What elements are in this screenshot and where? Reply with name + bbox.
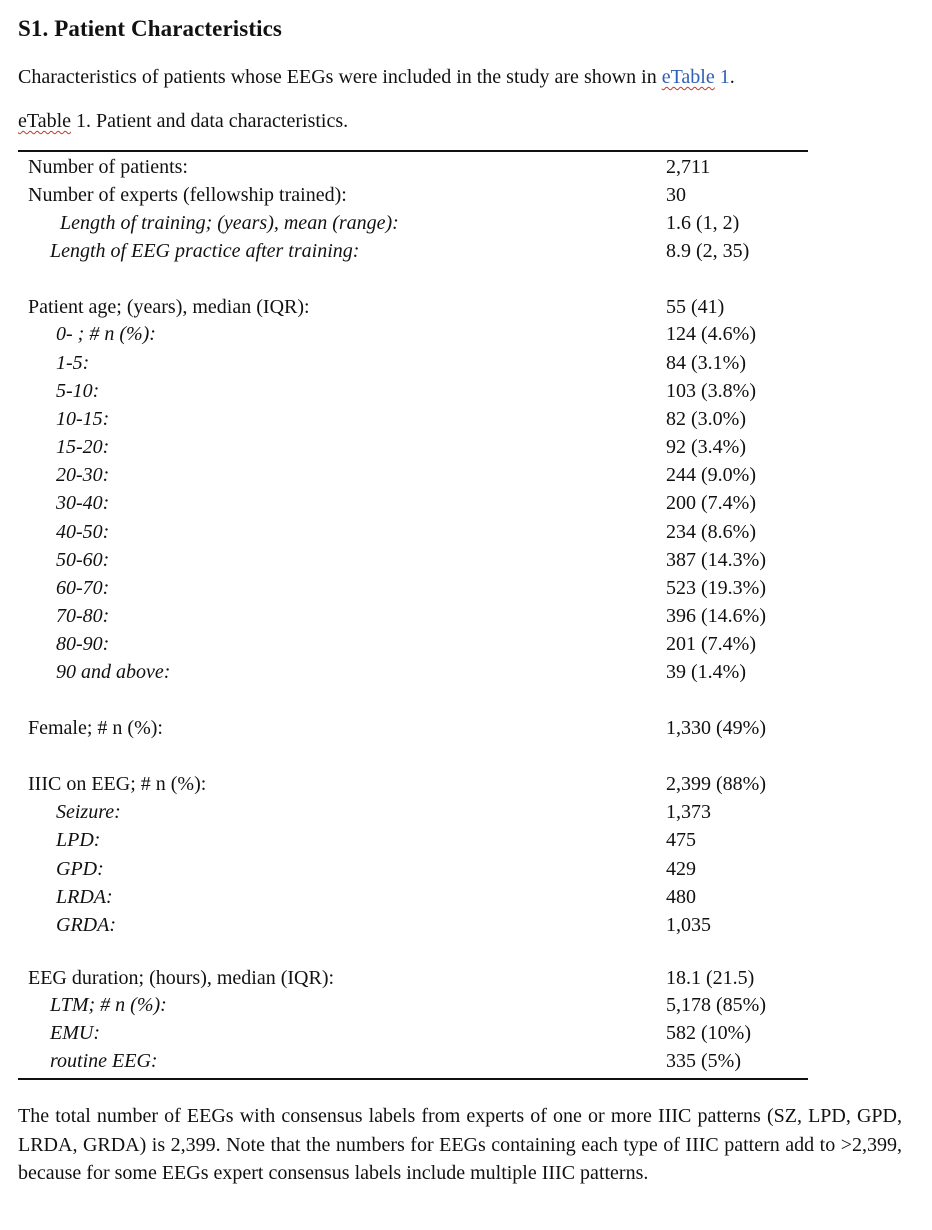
table-row xyxy=(18,1022,808,1050)
table-row xyxy=(18,156,808,184)
row-label: 5-10: xyxy=(56,380,100,402)
row-label: 10-15: xyxy=(56,408,110,430)
row-label: 20-30: xyxy=(56,464,110,486)
row-label: EEG duration; (hours), median (IQR): xyxy=(28,967,335,989)
table-row xyxy=(18,212,808,240)
row-label: 90 and above: xyxy=(56,661,171,683)
row-value: 429 xyxy=(666,858,696,880)
row-label: LTM; # n (%): xyxy=(50,994,167,1016)
table-row xyxy=(18,296,808,324)
row-label: Female; # n (%): xyxy=(28,717,163,739)
row-label: GPD: xyxy=(56,858,104,880)
row-value: 244 (9.0%) xyxy=(666,464,756,486)
row-label: 30-40: xyxy=(56,492,110,514)
row-value: 39 (1.4%) xyxy=(666,661,746,683)
row-value: 84 (3.1%) xyxy=(666,352,746,374)
row-label: Seizure: xyxy=(56,801,121,823)
row-value: 200 (7.4%) xyxy=(666,492,756,514)
etable-link[interactable] xyxy=(662,66,730,88)
table-row xyxy=(18,1050,808,1078)
table-row xyxy=(18,886,808,914)
row-label: EMU: xyxy=(50,1022,100,1044)
footer-paragraph: The total number of EEGs with consensus labels from experts of one or more IIIC patterns (SZ, LPD, GPD, LRDA, GRDA) is 2,399. Note that the numbers for EEGs containing each type of IIIC pattern add to >2,399, because for some EEGs expert consensus labels include multiple IIIC patterns. xyxy=(18,1105,902,1184)
intro-paragraph xyxy=(18,66,735,89)
row-value: 201 (7.4%) xyxy=(666,633,756,655)
table-row xyxy=(18,801,808,829)
row-label: routine EEG: xyxy=(50,1050,158,1072)
row-value: 582 (10%) xyxy=(666,1022,751,1044)
row-value: 8.9 (2, 35) xyxy=(666,240,750,262)
table-row xyxy=(18,633,808,661)
row-value: 1.6 (1, 2) xyxy=(666,212,740,234)
table-row xyxy=(18,492,808,520)
row-value: 1,035 xyxy=(666,914,711,936)
row-value: 82 (3.0%) xyxy=(666,408,746,430)
table-row xyxy=(18,577,808,605)
caption-label-number: 1 xyxy=(71,110,87,132)
table-row xyxy=(18,858,808,886)
intro-text-end: . xyxy=(729,66,735,88)
table-row xyxy=(18,994,808,1022)
row-value: 523 (19.3%) xyxy=(666,577,766,599)
row-label: Length of training; (years), mean (range): xyxy=(60,212,399,234)
row-label: 60-70: xyxy=(56,577,110,599)
table-row xyxy=(18,829,808,857)
etable-link-number: 1 xyxy=(714,66,730,88)
table-row xyxy=(18,914,808,942)
row-label: 50-60: xyxy=(56,549,110,571)
row-label: 1-5: xyxy=(56,352,90,374)
row-value: 103 (3.8%) xyxy=(666,380,756,402)
table-row xyxy=(18,549,808,577)
table-row xyxy=(18,605,808,633)
row-label: 40-50: xyxy=(56,521,110,543)
row-label: 15-20: xyxy=(56,436,110,458)
row-label: LPD: xyxy=(56,829,101,851)
row-value: 2,711 xyxy=(666,156,711,178)
table-row xyxy=(18,380,808,408)
row-value: 396 (14.6%) xyxy=(666,605,766,627)
row-label: Number of patients: xyxy=(28,156,188,178)
row-label: Patient age; (years), median (IQR): xyxy=(28,296,310,318)
row-value: 2,399 (88%) xyxy=(666,773,766,795)
etable-link-word: eTable xyxy=(661,66,715,88)
row-label: GRDA: xyxy=(56,914,116,936)
table-row xyxy=(18,184,808,212)
characteristics-table xyxy=(18,150,808,1080)
row-value: 55 (41) xyxy=(666,296,725,318)
row-value: 5,178 (85%) xyxy=(666,994,766,1016)
caption-text: . Patient and data characteristics. xyxy=(86,110,349,132)
row-value: 30 xyxy=(666,184,686,206)
table-row xyxy=(18,521,808,549)
table-row xyxy=(18,323,808,351)
table-row xyxy=(18,967,808,995)
row-value: 124 (4.6%) xyxy=(666,323,756,345)
row-value: 1,330 (49%) xyxy=(666,717,766,739)
row-label: IIIC on EEG; # n (%): xyxy=(28,773,207,795)
row-label: 70-80: xyxy=(56,605,110,627)
row-label: Length of EEG practice after training: xyxy=(50,240,360,262)
table-row xyxy=(18,661,808,689)
row-value: 480 xyxy=(666,886,696,908)
row-value: 1,373 xyxy=(666,801,711,823)
table-row xyxy=(18,773,808,801)
table-row xyxy=(18,240,808,268)
table-row xyxy=(18,464,808,492)
table-row xyxy=(18,717,808,745)
row-value: 234 (8.6%) xyxy=(666,521,756,543)
row-label: LRDA: xyxy=(56,886,113,908)
row-label: 80-90: xyxy=(56,633,110,655)
row-value: 475 xyxy=(666,829,696,851)
row-value: 335 (5%) xyxy=(666,1050,741,1072)
row-value: 92 (3.4%) xyxy=(666,436,746,458)
table-row xyxy=(18,436,808,464)
row-label: Number of experts (fellowship trained): xyxy=(28,184,347,206)
intro-text: Characteristics of patients whose EEGs were included in the study are shown in xyxy=(18,66,662,88)
row-label: 0- ; # n (%): xyxy=(56,323,156,345)
row-value: 387 (14.3%) xyxy=(666,549,766,571)
section-title: S1. Patient Characteristics xyxy=(18,16,282,41)
caption-label-word: eTable xyxy=(18,110,72,132)
table-row xyxy=(18,352,808,380)
row-value: 18.1 (21.5) xyxy=(666,967,755,989)
table-row xyxy=(18,408,808,436)
table-caption xyxy=(18,110,348,133)
